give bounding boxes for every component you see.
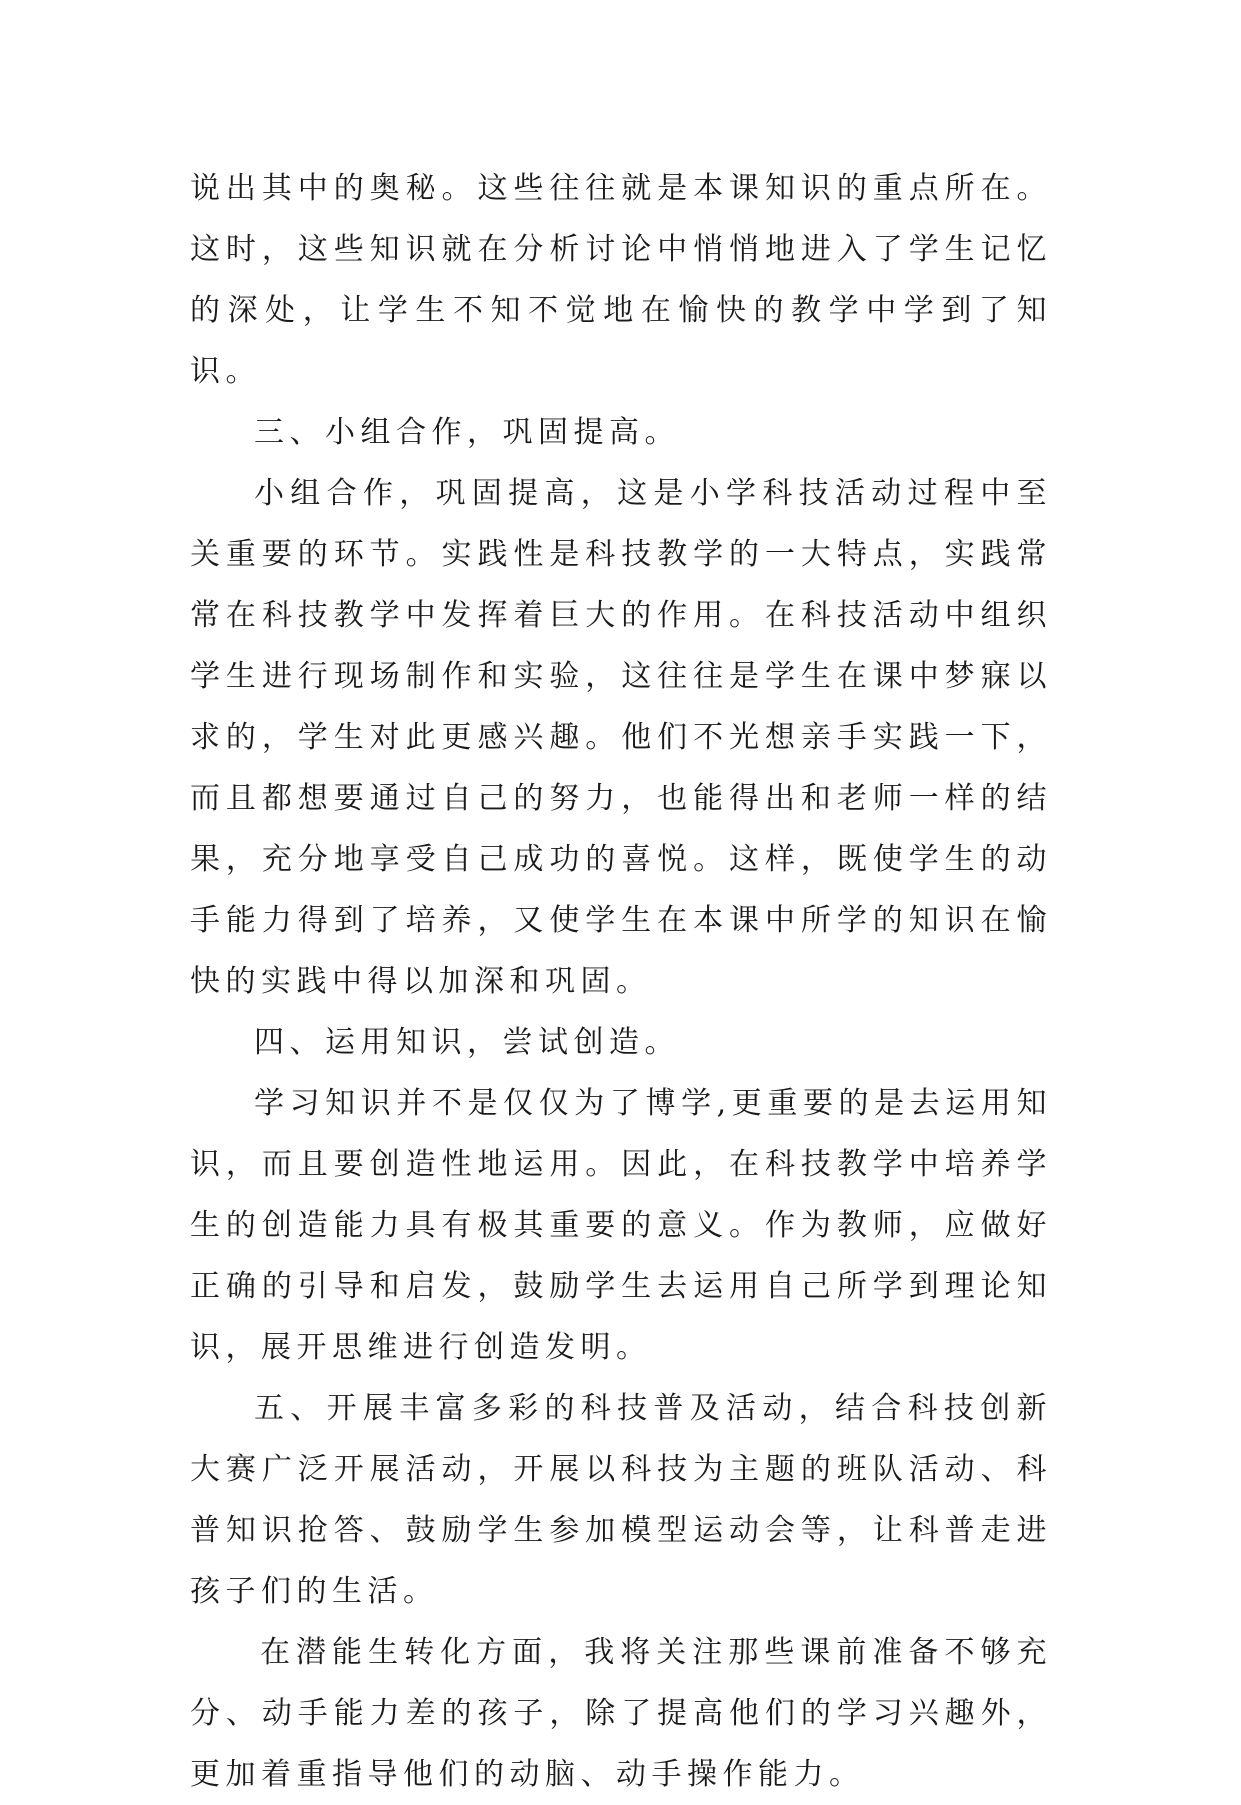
paragraph-5: 学习知识并不是仅仅为了博学,更重要的是去运用知识，而且要创造性地运用。因此，在科技教学中培养学生的创造能力具有极其重要的意义。作为教师，应做好正确的引导和启发，鼓励学生去运用自己所学到理论知识，展开思维进行创造发明。: [190, 1086, 1052, 1365]
section-heading-5: 五、开展丰富多彩的科技普及活动，结合科技创新大赛广泛开展活动，开展以科技为主题的班队活动、科普知识抢答、鼓励学生参加模型运动会等，让科普走进孩子们的生活。: [190, 1391, 1052, 1609]
document-body: [190, 158, 1052, 1805]
paragraph-7: 在潜能生转化方面，我将关注那些课前准备不够充分、动手能力差的孩子，除了提高他们的学习兴趣外，更加着重指导他们的动脑、动手操作能力。: [190, 1635, 1052, 1792]
paragraph-1: 说出其中的奥秘。这些往往就是本课知识的重点所在。这时，这些知识就在分析讨论中悄悄地进入了学生记忆的深处，让学生不知不觉地在愉快的教学中学到了知识。: [190, 171, 1052, 389]
paragraph-3: 小组合作，巩固提高，这是小学科技活动过程中至关重要的环节。实践性是科技教学的一大特点，实践常常在科技教学中发挥着巨大的作用。在科技活动中组织学生进行现场制作和实验，这往往是学生在课中梦寐以求的，学生对此更感兴趣。他们不光想亲手实践一下，而且都想要通过自己的努力，也能得出和老师一样的结果，充分地享受自己成功的喜悦。这样，既使学生的动手能力得到了培养，又使学生在本课中所学的知识在愉快的实践中得以加深和巩固。: [190, 476, 1052, 999]
section-heading-4: 四、运用知识，尝试创造。: [254, 1025, 680, 1060]
section-heading-3: 三、小组合作，巩固提高。: [254, 415, 680, 450]
